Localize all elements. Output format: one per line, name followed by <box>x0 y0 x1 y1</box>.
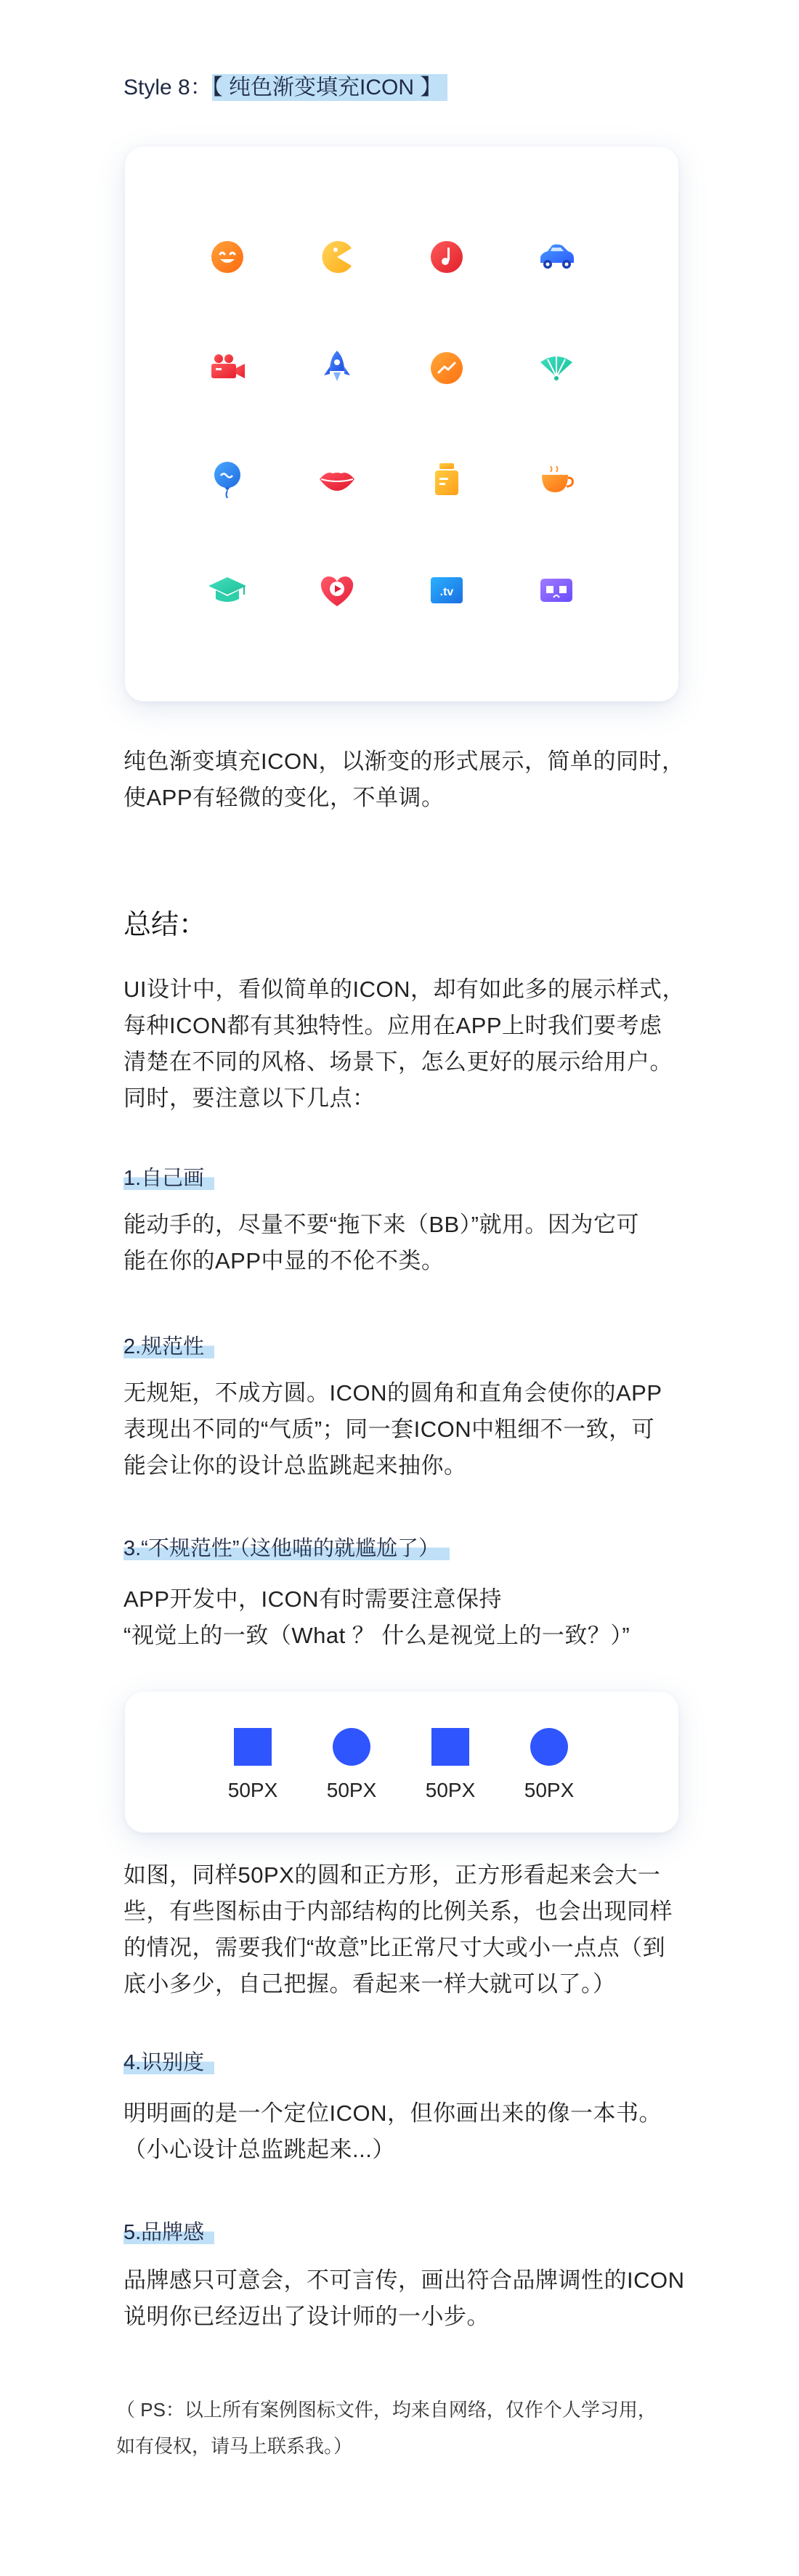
graduation-cap-icon <box>206 568 249 612</box>
style-title-highlight: 【 纯色渐变填充ICON 】 <box>212 74 448 101</box>
point-3-line: APP开发中，ICON有时需要注意保持 <box>123 1586 503 1612</box>
square-shape <box>234 1728 272 1766</box>
point-1-title <box>123 1162 214 1191</box>
coffee-cup-icon <box>535 457 578 501</box>
music-note-icon <box>425 235 469 279</box>
style-desc-line: 纯色渐变填充ICON，以渐变的形式展示，简单的同时， <box>123 749 685 774</box>
style-prefix: Style 8： <box>123 76 212 99</box>
point-3-explanation-line: 底小多少，自己把握。看起来一样大就可以了。） <box>123 1971 616 1997</box>
fan-icon <box>535 346 578 390</box>
shape-label: 50PX <box>425 1779 476 1801</box>
point-1-line: 能在你的APP中显的不伦不类。 <box>123 1248 445 1273</box>
point-2-line: 能会让你的设计总监跳起来抽你。 <box>123 1453 467 1478</box>
point-1-body <box>123 1207 639 1279</box>
tv-icon <box>425 568 469 612</box>
heart-play-icon <box>315 568 359 612</box>
point-4-title-text: 4.识别度 <box>123 2051 214 2074</box>
shape-label: 50PX <box>524 1779 575 1801</box>
point-2-title-text: 2.规范性 <box>123 1335 214 1358</box>
point-3-explanation-line: 些，有些图标由于内部结构的比例关系，也会出现同样 <box>123 1899 673 1924</box>
gift-bag-icon <box>425 457 469 501</box>
point-3-explanation-line: 的情况，需要我们“故意”比正常尺寸大或小一点点（到 <box>123 1935 666 1960</box>
shape-label: 50PX <box>326 1779 377 1801</box>
point-4-line: 明明画的是一个定位ICON，但你画出来的像一本书。 <box>123 2100 662 2126</box>
point-3-title <box>123 1532 450 1562</box>
point-1-title-text: 1.自己画 <box>123 1167 214 1190</box>
point-5-title <box>123 2216 214 2246</box>
point-5-title-text: 5.品牌感 <box>123 2221 214 2244</box>
svg-text:.tv: .tv <box>439 586 454 598</box>
point-1-line: 能动手的，尽量不要“拖下来（BB）”就用。因为它可 <box>123 1212 639 1237</box>
style-description <box>123 743 685 816</box>
ps-line: （ PS：以上所有案例图标文件，均来自网络，仅作个人学习用， <box>116 2399 657 2421</box>
point-4-line: （小心设计总监跳起来...） <box>123 2137 395 2162</box>
circle-shape <box>333 1728 370 1766</box>
point-2-title <box>123 1330 214 1360</box>
point-4-body <box>123 2095 662 2168</box>
square-shape <box>431 1728 469 1766</box>
lips-icon <box>315 457 359 501</box>
point-4-title <box>123 2046 214 2076</box>
shape-label: 50PX <box>227 1779 278 1801</box>
point-5-line: 说明你已经迈出了设计师的一小步。 <box>123 2304 490 2329</box>
icon-showcase-card <box>125 147 678 701</box>
vr-glasses-icon <box>535 568 578 612</box>
style-section-title <box>123 69 447 101</box>
summary-line: 每种ICON都有其独特性。应用在APP上时我们要考虑 <box>123 1013 662 1038</box>
smile-face-icon <box>206 235 249 279</box>
point-2-line: 无规矩，不成方圆。ICON的圆角和直角会使你的APP <box>123 1380 662 1406</box>
point-3-title-text: 3.“不规范性”（这他喵的就尴尬了） <box>123 1537 450 1560</box>
ps-line: 如有侵权，请马上联系我。） <box>116 2435 353 2457</box>
point-3-explanation-line: 如图，同样50PX的圆和正方形，正方形看起来会大一 <box>123 1862 661 1888</box>
point-3-line: “视觉上的一致（What ？ 什么是视觉上的一致？）” <box>123 1623 630 1648</box>
summary-heading: 总结： <box>123 910 207 940</box>
style-desc-line: 使APP有轻微的变化，不单调。 <box>123 785 445 810</box>
trend-chart-icon <box>425 346 469 390</box>
point-5-body <box>123 2262 685 2335</box>
circle-shape <box>530 1728 568 1766</box>
summary-line: UI设计中，看似简单的ICON，却有如此多的展示样式， <box>123 977 685 1002</box>
balloon-icon <box>206 457 249 501</box>
point-5-line: 品牌感只可意会，不可言传，画出符合品牌调性的ICON <box>123 2267 685 2293</box>
pacman-icon <box>315 235 359 279</box>
summary-intro <box>123 971 685 1117</box>
video-camera-icon <box>206 346 249 390</box>
summary-line: 清楚在不同的风格、场景下，怎么更好的展示给用户。 <box>123 1049 673 1075</box>
rocket-icon <box>315 346 359 390</box>
car-icon <box>535 235 578 279</box>
point-2-line: 表现出不同的“气质”；同一套ICON中粗细不一致，可 <box>123 1417 655 1442</box>
shape-comparison-card <box>125 1692 678 1833</box>
point-3-explanation <box>123 1857 673 2002</box>
point-3-body <box>123 1581 630 1654</box>
point-2-body <box>123 1375 662 1484</box>
ps-note <box>116 2392 657 2464</box>
summary-line: 同时，要注意以下几点： <box>123 1085 376 1111</box>
